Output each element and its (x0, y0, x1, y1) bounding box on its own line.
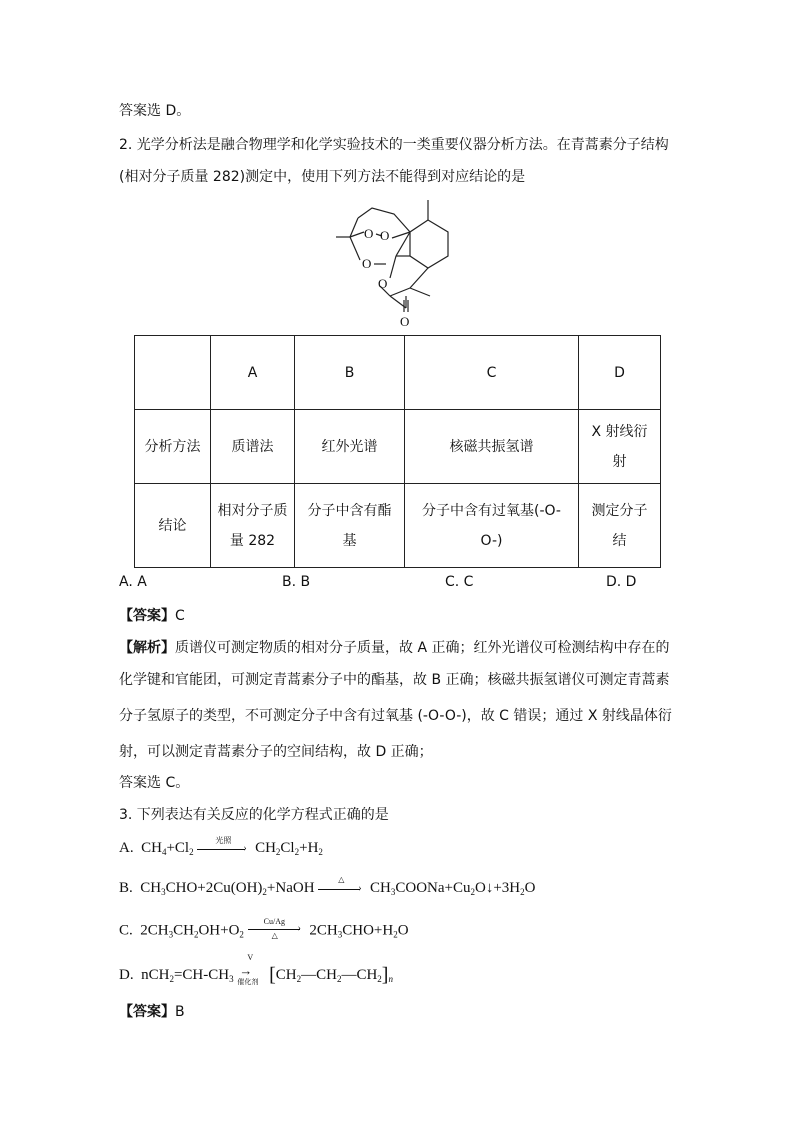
row-label-method: 分析方法 (135, 410, 211, 484)
condition-heat: △ (338, 874, 345, 884)
conclusion-a: 相对分子质量 282 (211, 484, 295, 568)
q2-option-d: D. D (606, 574, 637, 590)
q3-stem: 3. 下列表达有关反应的化学方程式正确的是 (119, 807, 389, 823)
method-b: 红外光谱 (295, 410, 405, 484)
condition-heat: △ (271, 931, 278, 940)
q3-option-d-label: D. (119, 967, 134, 983)
q3-option-b: B. $CH_3CHO+2Cu(OH)_2+NaOH$ △ › $CH_3COONa+Cu_2O↓+3H_2O$ (119, 874, 536, 897)
q2-analysis-line3: 分子氢原子的类型，不可测定分子中含有过氧基 (-O-O-)，故 C 错误；通过 X 射线晶体衍 (119, 708, 672, 724)
q3-option-d: D. $nCH_2=CH-CH_3$ V → 催化剂 $[CH_2—CH_2—CH_2]_n$ (119, 962, 393, 989)
table-header-c: C (405, 336, 579, 410)
analysis-tag: 【解析】 (119, 640, 175, 656)
q2-option-b: B. B (282, 574, 311, 590)
condition-light: 光照 (215, 835, 232, 845)
arrow-with-condition: Cu/Ag › △ (248, 922, 306, 940)
condition-catalyst: Cu/Ag (263, 917, 286, 926)
row-label-conclusion: 结论 (135, 484, 211, 568)
svg-text:O: O (380, 228, 390, 243)
arrow-with-condition: △ › (318, 881, 366, 897)
q2-stem-line2: (相对分子质量 282)测定中，使用下列方法不能得到对应结论的是 (119, 169, 526, 185)
answer-tag: 【答案】 (119, 608, 175, 624)
arrow-with-condition: 光照 › (197, 841, 251, 857)
arrow-with-condition: V → 催化剂 (237, 952, 259, 986)
q3-option-a-label: A. (119, 840, 134, 856)
conclusion-c: 分子中含有过氧基(-O-O-) (405, 484, 579, 568)
previous-answer: 答案选 D。 (119, 103, 191, 119)
q3-option-c: C. $2CH_3CH_2OH+O_2$ Cu/Ag › △ $2CH_3CHO+H_2O$ (119, 917, 409, 940)
svg-text:O: O (364, 226, 374, 241)
svg-text:O: O (362, 256, 372, 271)
q2-analysis-line2: 化学键和官能团，可测定青蒿素分子中的酯基，故 B 正确；核磁共振氢谱仪可测定青蒿素 (119, 672, 670, 688)
condition-catalyst: 催化剂 (237, 977, 259, 986)
method-d: X 射线衍射 (579, 410, 661, 484)
q2-option-a: A. A (119, 574, 147, 590)
q2-stem-line1: 2. 光学分析法是融合物理学和化学实验技术的一类重要仪器分析方法。在青蒿素分子结构 (119, 137, 669, 153)
answer-value: C (175, 608, 185, 624)
q3-option-b-label: B. (119, 880, 133, 896)
method-a: 质谱法 (211, 410, 295, 484)
q2-analysis-line1 (119, 637, 669, 657)
q3-option-a: A. $CH_4+Cl_2$ 光照 › $CH_2Cl_2+H_2$ (119, 835, 323, 857)
answer-value: B (175, 1004, 185, 1020)
q2-option-c: C. C (445, 574, 474, 590)
condition-top: V (247, 952, 254, 962)
table-header-d: D (579, 336, 661, 410)
artemisinin-structure-diagram (330, 192, 480, 332)
table-header-a: A (211, 336, 295, 410)
table-header-b: B (295, 336, 405, 410)
answer-tag: 【答案】 (119, 1004, 175, 1020)
q2-analysis-line5: 答案选 C。 (119, 775, 190, 791)
analysis-text-1: 质谱仪可测定物质的相对分子质量，故 A 正确；红外光谱仪可检测结构中存在的 (175, 640, 670, 656)
method-c: 核磁共振氢谱 (405, 410, 579, 484)
q2-answer (119, 605, 185, 625)
q2-analysis-line4: 射，可以测定青蒿素分子的空间结构，故 D 正确； (119, 744, 433, 760)
q3-option-c-label: C. (119, 922, 133, 939)
table-header-empty (135, 336, 211, 410)
conclusion-b: 分子中含有酯基 (295, 484, 405, 568)
q3-answer (119, 1001, 185, 1021)
carbonyl-oxygen-label: O (400, 314, 410, 329)
conclusion-d: 测定分子结 (579, 484, 661, 568)
svg-text:O: O (378, 276, 388, 291)
analysis-methods-table (134, 335, 661, 568)
